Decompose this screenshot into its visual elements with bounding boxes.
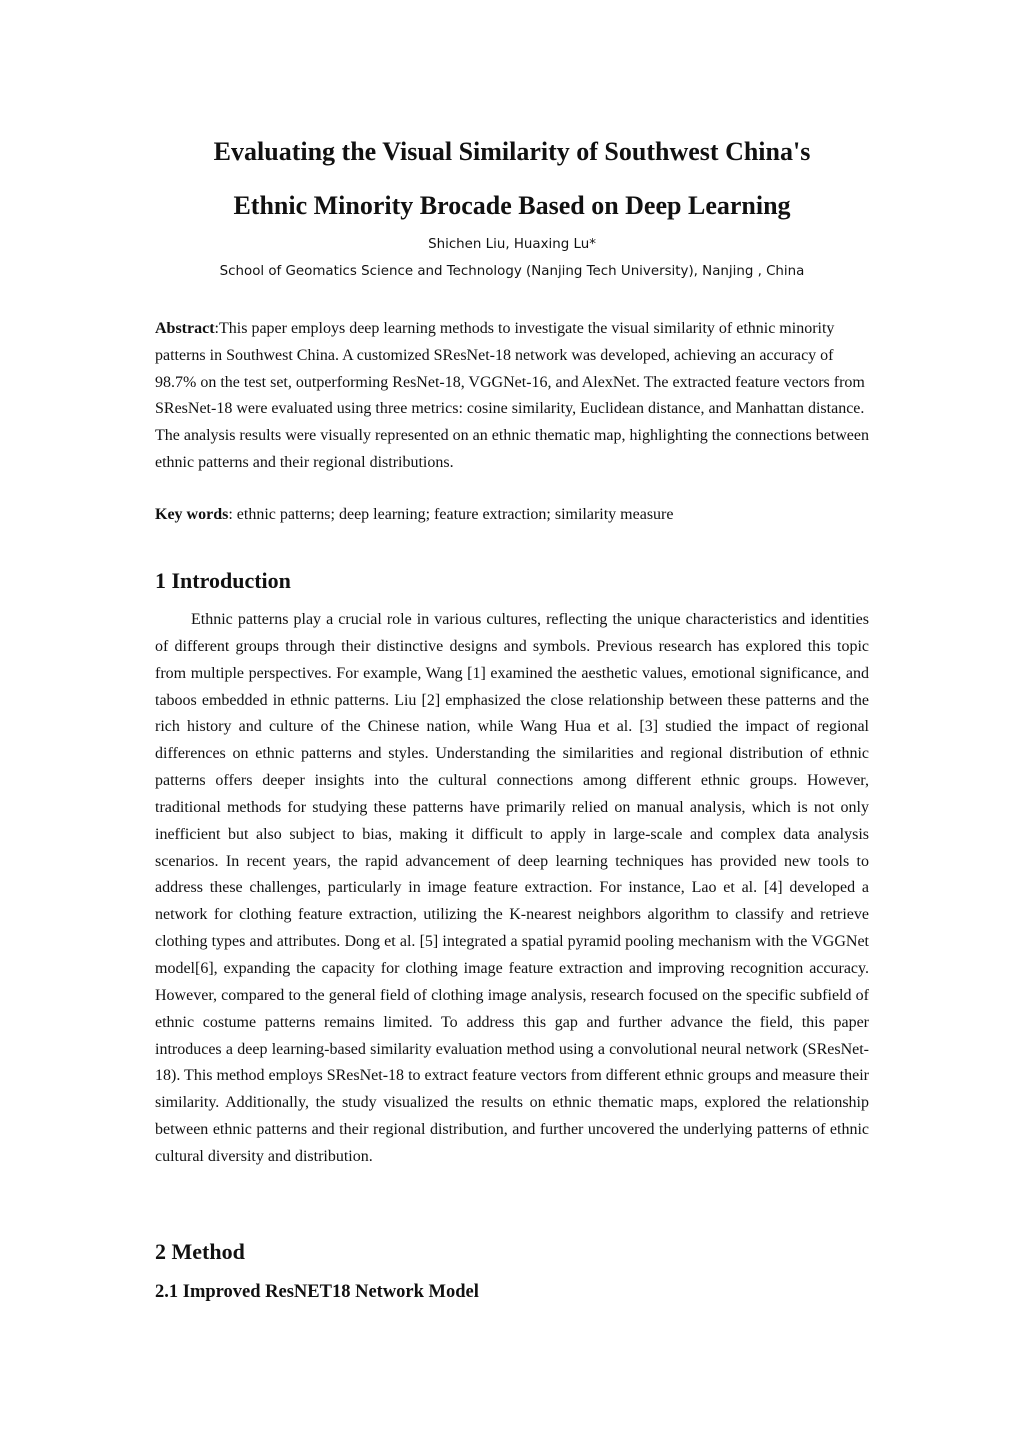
keywords-line — [155, 502, 869, 529]
keywords-text: : ethnic patterns; deep learning; feature extraction; similarity measure — [228, 506, 674, 523]
keywords-label: Key words — [155, 506, 229, 523]
abstract-label: Abstract — [155, 320, 215, 337]
paper-title-line-2: Ethnic Minority Brocade Based on Deep Learning — [233, 191, 791, 220]
abstract-paragraph — [155, 316, 869, 477]
paper-title-line-1: Evaluating the Visual Similarity of Southwest China's — [213, 137, 811, 166]
abstract-text: :This paper employs deep learning methods to investigate the visual similarity of ethnic minority patterns in Southwest China. A customized SResNet-18 network was developed, achieving an accuracy of 98.7% on the test set, outperforming ResNet-18, VGGNet-16, and AlexNet. The extracted feature vectors from SResNet-18 were evaluated using three metrics: cosine similarity, Euclidean distance, and Manhattan distance. The analysis results were visually represented on an ethnic thematic map, highlighting the connections between ethnic patterns and their regional distributions. — [155, 320, 870, 471]
section-heading-introduction: 1 Introduction — [155, 568, 291, 593]
subsection-heading-resnet18: 2.1 Improved ResNET18 Network Model — [155, 1282, 479, 1302]
introduction-paragraph: Ethnic patterns play a crucial role in various cultures, reflecting the unique characteristics and identities of different groups through their distinctive designs and symbols. Previous research has explored this topic from multiple perspectives. For example, Wang [1] examined the aesthetic values, emotional significance, and taboos embedded in ethnic patterns. Liu [2] emphasized the close relationship between these patterns and the rich history and culture of the Chinese nation, while Wang Hua et al. [3] studied the impact of regional differences on ethnic patterns and styles. Understanding the similarities and regional distribution of ethnic patterns offers deeper insights into the cultural connections among different ethnic groups. However, traditional methods for studying these patterns have primarily relied on manual analysis, which is not only inefficient but also subject to bias, making it difficult to apply in large-scale and complex data analysis scenarios. In recent years, the rapid advancement of deep learning techniques has provided new tools to address these challenges, particularly in image feature extraction. For instance, Lao et al. [4] developed a network for clothing feature extraction, utilizing the K-nearest neighbors algorithm to classify and retrieve clothing types and attributes. Dong et al. [5] integrated a spatial pyramid pooling mechanism with the VGGNet model[6], expanding the capacity for clothing image feature extraction and improving recognition accuracy. However, compared to the general field of clothing image analysis, research focused on the specific subfield of ethnic costume patterns remains limited. To address this gap and further advance the field, this paper introduces a deep learning-based similarity evaluation method using a convolutional neural network (SResNet-18). This method employs SResNet-18 to extract feature vectors from different ethnic groups and measure their similarity. Additionally, the study visualized the results on ethnic thematic maps, explored the relationship between ethnic patterns and their regional distribution, and further uncovered the underlying patterns of ethnic cultural diversity and distribution. — [155, 611, 869, 1165]
section-heading-method: 2 Method — [155, 1239, 245, 1264]
author-list: Shichen Liu, Huaxing Lu* — [428, 237, 596, 252]
author-affiliation: School of Geomatics Science and Technology (Nanjing Tech University), Nanjing , China — [219, 264, 805, 279]
